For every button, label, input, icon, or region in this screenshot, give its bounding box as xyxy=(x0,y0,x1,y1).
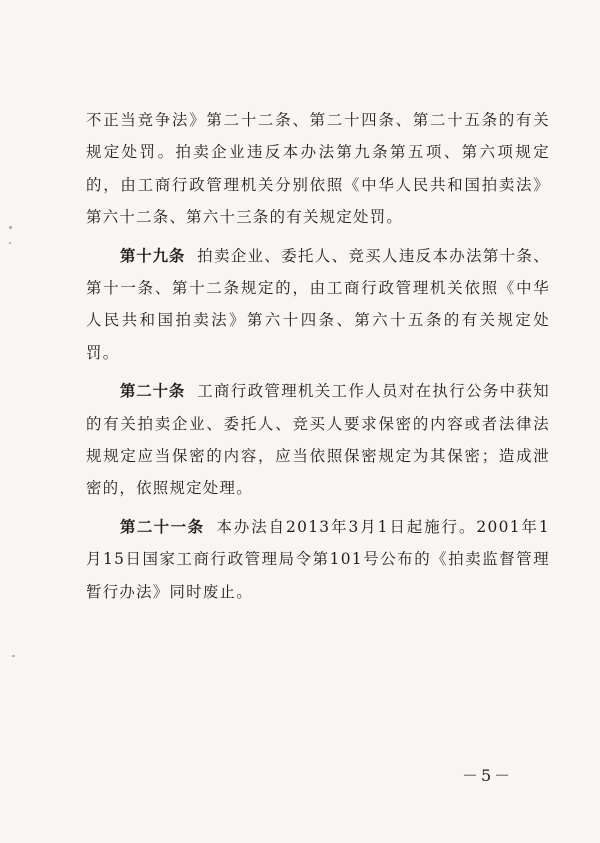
article-number: 第十九条 xyxy=(120,246,186,265)
article-19 xyxy=(86,240,550,370)
article-text: 拍卖企业、委托人、竞买人违反本办法第十条、第十一条、第十二条规定的，由工商行政管理机关依照《中华人民共和国拍卖法》第六十四条、第六十五条的有关规定处罚。 xyxy=(86,246,550,362)
scan-speck xyxy=(12,655,15,657)
document-body xyxy=(86,104,550,608)
paragraph-text: 不正当竞争法》第二十二条、第二十四条、第二十五条的有关规定处罚。拍卖企业违反本办法第九条第五项、第六项规定的，由工商行政管理机关分别依照《中华人民共和国拍卖法》第六十二条、第六十三条的有关规定处罚。 xyxy=(86,111,550,227)
paragraph-continuation xyxy=(86,104,550,234)
article-20 xyxy=(86,375,550,505)
article-21 xyxy=(86,511,550,608)
article-number: 第二十条 xyxy=(120,382,186,401)
scan-speck xyxy=(9,242,11,244)
article-text: 工商行政管理机关工作人员对在执行公务中获知的有关拍卖企业、委托人、竞买人要求保密的内容或者法律法规规定应当保密的内容，应当依照保密规定为其保密；造成泄密的，依照规定处理。 xyxy=(86,382,550,498)
page-number: －5－ xyxy=(462,766,514,785)
scan-speck xyxy=(9,226,12,229)
article-number: 第二十一条 xyxy=(120,517,205,536)
article-text: 本办法自2013年3月1日起施行。2001年1月15日国家工商行政管理局令第101号公布的《拍卖监督管理暂行办法》同时废止。 xyxy=(86,517,550,601)
